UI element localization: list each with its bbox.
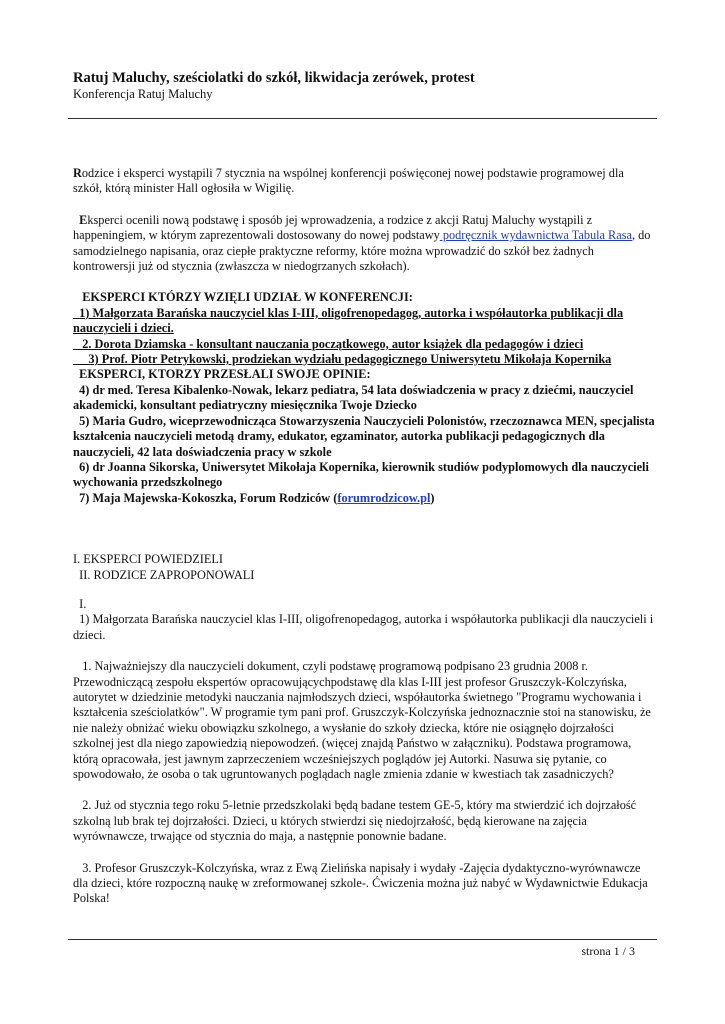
experts-text-after: , do samodzielnego napisania, oraz ciepłe praktyczne reformy, które można wprowadzić do szkół bez żadnych kontrowersji już od stycznia (zwłaszcza w niedogrzanych szkołach).	[73, 228, 651, 274]
document-subtitle: Konferencja Ratuj Maluchy	[73, 87, 213, 101]
intro-paragraph	[73, 166, 655, 197]
expert-item-6: 6) dr Joanna Sikorska, Uniwersytet Mikołaja Kopernika, kierownik studiów podyplomowych dla nauczycieli wychowania przedszkolnego	[73, 459, 649, 490]
expert-item-2: 2. Dorota Dziamska - konsultant nauczania początkowego, autor książek dla pedagogów i dzieci	[82, 336, 584, 351]
experts-drop-cap: E	[79, 212, 88, 227]
tabula-rasa-link[interactable]: podręcznik wydawnictwa Tabula Rasa	[439, 228, 632, 243]
point-2: 2. Już od stycznia tego roku 5-letnie przedszkolaki będą badane testem GE-5, który ma stwierdzić ich dojrzałość szkolną lub brak tej dojrzałości. Dzieci, u których stwierdzi się niedojrzałość, będą kierowane na zajęcia wyrównawcze, trwające od stycznia do maja, a następnie ponownie badane.	[73, 798, 637, 844]
page-number: strona 1 / 3	[581, 944, 635, 958]
section-i-expert: 1) Małgorzata Barańska nauczyciel klas I-III, oligofrenopedagog, autorka i współautorka publikacji dla nauczycieli i dzieci.	[73, 612, 654, 642]
expert-item-1: 1) Małgorzata Barańska nauczyciel klas I-III, oligofrenopedagog, autorka i współautorka publikacji dla nauczycieli i dzieci.	[73, 305, 624, 336]
opinions-heading: EKSPERCI, KTORZY PRZESŁALI SWOJE OPINIE:	[79, 367, 371, 382]
document-title: Ratuj Maluchy, sześciolatki do szkół, likwidacja zerówek, protest	[73, 70, 475, 86]
intro-drop-cap: R	[73, 166, 82, 180]
point-1: 1. Najważniejszy dla nauczycieli dokument, czyli podstawę programową podpisano 23 grudnia 2008 r. Przewodniczącą zespołu ekspertów opracowującychpodstawę dla klas I-III jest profesor Gruszczyk-Kolczyńska, autorytet w dziedzinie metodyki nauczania najmłodszych dzieci, współautorka świetnego "Programu wychowania i kształcenia sześciolatków". W programie tym pani prof. Gruszczyk-Kolczyńska jednoznacznie stoi na stanowisku, że nie należy obniżać wieku obowiązku szkolnego, a wysłanie do szkoły dziecka, które nie osiągnęło dojrzałości szkolnej jest dla niego zapowiedzią niepowodzeń. (więcej znajdą Państwo w załączniku). Podstawa programowa, którą opracowała, jest jawnym zaprzeczeniem wcześniejszych poglądów jej Autorki. Nasuwa się pytanie, co spowodowało, że osoba o tak ugruntowanych poglądach nagle zmienia zdanie w kwestiach tak zasadniczych?	[73, 659, 651, 781]
experts-text-before: ksperci ocenili nową podstawę i sposób jej wprowadzenia, a rodzice z akcji Ratuj Maluchy wystąpili z happeningiem, w którym zaprezentowali dostosowany do nowej podstawy	[73, 212, 593, 243]
footer-divider	[68, 939, 657, 940]
experts-heading: EKSPERCI KTÓRZY WZIĘLI UDZIAŁ W KONFERENCJI:	[82, 290, 413, 305]
intro-text: odzice i eksperci wystąpili 7 stycznia na wspólnej konferencji poświęconej nowej podstawie programowej dla szkół, którą minister Hall ogłosiła w Wigilię.	[73, 166, 624, 196]
experts-paragraph	[73, 213, 655, 275]
expert-item-4: 4) dr med. Teresa Kibalenko-Nowak, lekarz pediatra, 54 lata doświadczenia w pracy z dziećmi, nauczyciel akademicki, konsultant pediatryczny miesięcznika Twoje Dziecko	[73, 382, 634, 413]
expert-item-5: 5) Maria Gudro, wiceprzewodnicząca Stowarzyszenia Nauczycieli Polonistów, rzeczoznawca MEN, specjalista kształcenia nauczycieli metodą dramy, edukator, egzaminator, autorka publikacji pedagogicznych dla nauczycieli, 42 lata doświadczenia pracy w szkole	[73, 413, 655, 459]
page-header	[73, 70, 663, 102]
toc-item-1: I. EKSPERCI POWIEDZIELI	[73, 552, 223, 567]
point-3: 3. Profesor Gruszczyk-Kolczyńska, wraz z Ewą Zielińska napisały i wydały -Zajęcia dydaktyczno-wyrównawcze dla dzieci, które rozpoczną naukę w zreformowanej szkole-. Ćwiczenia można już nabyć w Wydawnictwie Edukacja Polska!	[73, 860, 648, 906]
header-divider	[68, 118, 657, 119]
forum-rodzicow-link[interactable]: forumrodzicow.pl	[337, 490, 431, 505]
toc-item-2: II. RODZICE ZAPROPONOWALI	[79, 567, 255, 582]
article-body	[73, 166, 655, 907]
section-i-label: I.	[79, 596, 87, 611]
expert-item-7: 7) Maja Majewska-Kokoszka, Forum Rodziców (forumrodzicow.pl)	[79, 490, 435, 505]
expert-item-3: 3) Prof. Piotr Petrykowski, prodziekan wydziału pedagogicznego Uniwersytetu Mikołaja Kopernika	[88, 352, 612, 367]
